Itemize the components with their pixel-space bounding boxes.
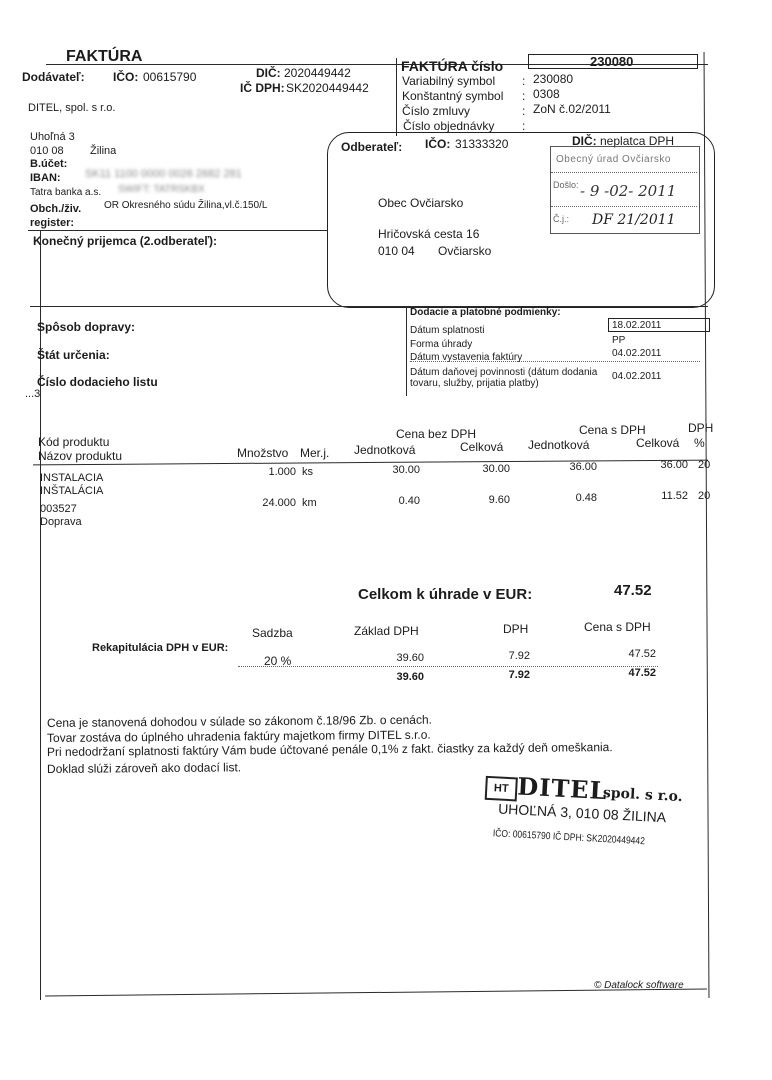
recap-base: 39.60 <box>396 652 424 664</box>
due-date-label: Dátum splatnosti <box>410 325 485 336</box>
table-row-code: INSTALACIA <box>40 472 104 484</box>
th-name: Názov produktu <box>38 449 123 463</box>
supplier-name: DITEL, spol. s r.o. <box>28 102 116 114</box>
table-row-unit-price: 0.40 <box>398 495 420 507</box>
th-unit: Mer.j. <box>300 446 330 460</box>
recap-gross-header: Cena s DPH <box>584 620 651 634</box>
constant-symbol-label: Konštantný symbol <box>402 89 504 103</box>
table-row-unit: km <box>302 497 317 509</box>
recap-gross: 47.52 <box>628 648 656 660</box>
destination-state-label: Štát určenia: <box>37 348 110 362</box>
table-row-total: 9.60 <box>488 494 510 506</box>
supplier-zip: 010 08 <box>30 145 64 157</box>
received-number: DF 21/2011 <box>592 212 676 228</box>
table-row-vat: 20 <box>698 490 711 502</box>
table-row-total-incl: 11.52 <box>661 490 688 502</box>
th-vat: DPH <box>688 421 714 435</box>
table-row-unit-price-incl: 36.00 <box>569 461 597 473</box>
th-code: Kód produktu <box>38 435 110 449</box>
table-row-name: INŠTALÁCIA <box>40 485 104 497</box>
recap-rate-header: Sadzba <box>252 626 293 640</box>
software-credit: © Datalock software <box>594 980 684 991</box>
table-row-unit: ks <box>302 466 313 478</box>
customer-ico-label: IČO: <box>425 137 451 151</box>
note-penalty: Pri nedodržaní splatnosti faktúry Vám bude účtované penále 0,1% z fakt. čiastky za každý deň omeškania. <box>46 740 613 759</box>
recap-vat-header: DPH <box>503 622 529 636</box>
delivery-note-label: Číslo dodacieho listu <box>37 375 158 389</box>
recap-label: Rekapitulácia DPH v EUR: <box>92 642 229 654</box>
order-number-label: Číslo objednávky <box>403 119 495 133</box>
table-row-total: 30.00 <box>482 463 510 475</box>
company-stamp <box>482 770 686 860</box>
contract-number-label: Číslo zmluvy <box>402 104 471 118</box>
bank-name: Tatra banka a.s. <box>30 187 102 198</box>
note-ownership: Tovar zostáva do úplného uhradenia faktúry majetkom firmy DITEL s.r.o. <box>46 727 431 745</box>
iban-value: SK11 1100 0000 0026 2682 281 <box>85 168 242 180</box>
payment-form: PP <box>612 335 626 346</box>
th-price-incl: Cena s DPH <box>579 423 646 437</box>
company-stamp-address: UHOĽNÁ 3, 010 08 ŽILINA <box>497 800 667 826</box>
th-vat-pct: % <box>694 436 705 450</box>
customer-dic-label: DIČ: <box>572 134 597 148</box>
total-value: 47.52 <box>614 582 652 599</box>
recap-sum-vat: 7.92 <box>508 669 530 681</box>
supplier-icdph-label: IČ DPH: <box>240 81 285 95</box>
table-row-total-incl: 36.00 <box>660 459 688 471</box>
delivery-note-value: ...3 <box>25 388 41 400</box>
recap-base-header: Základ DPH <box>354 624 419 638</box>
constant-symbol: 0308 <box>533 87 560 101</box>
swift: SWIFT: TATRSKBX <box>118 184 205 195</box>
due-date: 18.02.2011 <box>612 320 662 331</box>
tax-date: 04.02.2011 <box>612 371 662 382</box>
supplier-dic: 2020449442 <box>284 66 351 80</box>
invoice-number: 230080 <box>590 54 634 69</box>
bank-account-label: B.účet: <box>30 158 68 170</box>
customer-dic: neplatca DPH <box>600 134 675 148</box>
customer-label: Odberateľ: <box>341 140 403 154</box>
company-stamp-suffix: , spol. s r.o. <box>592 784 684 806</box>
variable-symbol-label: Variabilný symbol <box>402 74 496 88</box>
contract-number: ZoN č.02/2011 <box>533 102 611 116</box>
table-row-name: Doprava <box>40 516 82 528</box>
customer-street: Hričovská cesta 16 <box>378 227 480 241</box>
table-row-qty: 1.000 <box>268 466 296 478</box>
received-date-label: Došlo: <box>553 180 579 190</box>
recap-rate: 20 % <box>264 654 292 668</box>
supplier-label: Dodávateľ: <box>22 70 85 84</box>
supplier-dic-label: DIČ: <box>256 66 281 80</box>
received-number-label: Č.j.: <box>553 214 570 224</box>
variable-symbol: 230080 <box>533 72 574 86</box>
th-total-incl: Celková <box>636 436 680 450</box>
supplier-street: Uhoľná 3 <box>30 131 75 143</box>
customer-city: Ovčiarsko <box>438 244 492 258</box>
terms-title: Dodacie a platobné podmienky: <box>410 307 561 318</box>
customer-ico: 31333320 <box>455 137 509 151</box>
recap-sum-gross: 47.52 <box>628 667 656 679</box>
th-unit-price: Jednotková <box>354 443 416 457</box>
supplier-city: Žilina <box>90 145 117 157</box>
transport-mode-label: Spôsob dopravy: <box>37 320 136 334</box>
th-qty: Množstvo <box>237 446 289 460</box>
th-total: Celková <box>460 440 504 454</box>
recap-sum-base: 39.60 <box>396 671 424 683</box>
table-row-qty: 24.000 <box>262 497 296 509</box>
table-row-unit-price: 30.00 <box>392 464 420 476</box>
invoice-page: FAKTÚRA Dodávateľ: IČO: 00615790 DIČ: 2020449442 IČ DPH: SK2020449442 DITEL, spol. s r.o. Uhoľná 3 010 08 Žilina B.účet: IBAN: SK11 1100 0000 0026 2682 281 Tatra banka a.s. SWIFT: TATRSKBX Obch./živ. register: OR Okresného súdu Žilina,vl.č.150/L FAKTÚRA číslo 230080 Variabilný symbol : 230080 Konštantný symbol : 0308 Číslo zmluvy : ZoN č.02/2011 Číslo objednávky : Odberateľ: IČO: 31333320 DIČ: neplatca DPH Obec Ovčiarsko Hričovská cesta 16 010 04 Ovčiarsko Obecný úrad Ovčiarsko Došlo: - 9 -02- 2011 Č.j.: DF 21/2011 Konečný prijemca (2.odberateľ): Spôsob dopravy: Štát určenia: Číslo dodacieho listu ...3 Dodacie a platobné podmienky: Dátum splatnosti 18.02.2011 Forma úhrady PP Dátum vystavenia faktúry 04.02.2011 Dátum daňovej povinnosti (dátum dodania tovaru, služby, prijatia platby) 04.02.2011 Cena bez DPH Cena s DPH DPH Kód produktu Názov produktu Množstvo Mer.j. Jednotková Celková Jednotková Celková % INSTALACIA INŠTALÁCIA 1.000 ks 30.00 30.00 36.00 36.00 20 003527 Doprava 24.000 km 0.40 9.60 0.48 11.52 20 Celkom k úhrade v EUR: 47.52 Sadzba Základ DPH DPH Cena s DPH Rekapitulácia DPH v EUR: 20 % 39.60 7.92 47.52 39.60 7.92 47.52 Cena je stanovená dohodou v súlade so zákonom č.18/96 Zb. o cenách. Tovar zostáva do úplného uhradenia faktúry majetkom firmy DITEL s.r.o. Pri nedodržaní splatnosti faktúry Vám bude účtované penále 0,1% z fakt. čiastky za každý deň omeškania. Doklad slúži zároveň ako dodací list. HT DITEL , spol. s r.o. UHOĽNÁ 3, 010 08 ŽILINA IČO: 00615790 IČ DPH: SK2020449442 © Datalock software <box>0 0 772 1080</box>
table-row-vat: 20 <box>698 459 711 471</box>
customer-name: Obec Ovčiarsko <box>378 196 464 210</box>
supplier-icdph: SK2020449442 <box>286 81 369 95</box>
invoice-title: FAKTÚRA <box>66 48 143 65</box>
register-label: Obch./živ. register: <box>30 203 82 229</box>
note-price: Cena je stanovená dohodou v súlade so zákonom č.18/96 Zb. o cenách. <box>46 712 432 730</box>
customer-zip: 010 04 <box>378 244 415 258</box>
recap-vat: 7.92 <box>508 650 530 662</box>
supplier-ico: 00615790 <box>143 70 197 84</box>
company-logo-icon: HT <box>485 776 518 802</box>
invoice-number-label: FAKTÚRA číslo <box>401 58 504 74</box>
table-row-code: 003527 <box>40 503 77 515</box>
table-row-unit-price-incl: 0.48 <box>575 492 597 504</box>
received-stamp-title: Obecný úrad Ovčiarsko <box>556 154 671 165</box>
iban-label: IBAN: <box>30 172 61 184</box>
company-stamp-ids: IČO: 00615790 IČ DPH: SK2020449442 <box>492 828 646 848</box>
issue-date: 04.02.2011 <box>612 348 662 359</box>
total-label: Celkom k úhrade v EUR: <box>358 586 533 603</box>
payment-form-label: Forma úhrady <box>410 339 473 350</box>
tax-date-label: Dátum daňovej povinnosti (dátum dodania tovaru, služby, prijatia platby) <box>410 367 598 389</box>
note-delivery: Doklad slúži zároveň ako dodací list. <box>46 760 242 776</box>
second-recipient-label: Konečný prijemca (2.odberateľ): <box>33 234 218 248</box>
register-value: OR Okresného súdu Žilina,vl.č.150/L <box>104 200 268 211</box>
th-price-excl: Cena bez DPH <box>396 427 477 441</box>
th-unit-price-incl: Jednotková <box>528 438 590 452</box>
supplier-ico-label: IČO: <box>113 70 139 84</box>
company-stamp-name: DITEL <box>516 771 609 806</box>
issue-date-label: Dátum vystavenia faktúry <box>410 352 523 363</box>
received-date: - 9 -02- 2011 <box>580 182 677 200</box>
